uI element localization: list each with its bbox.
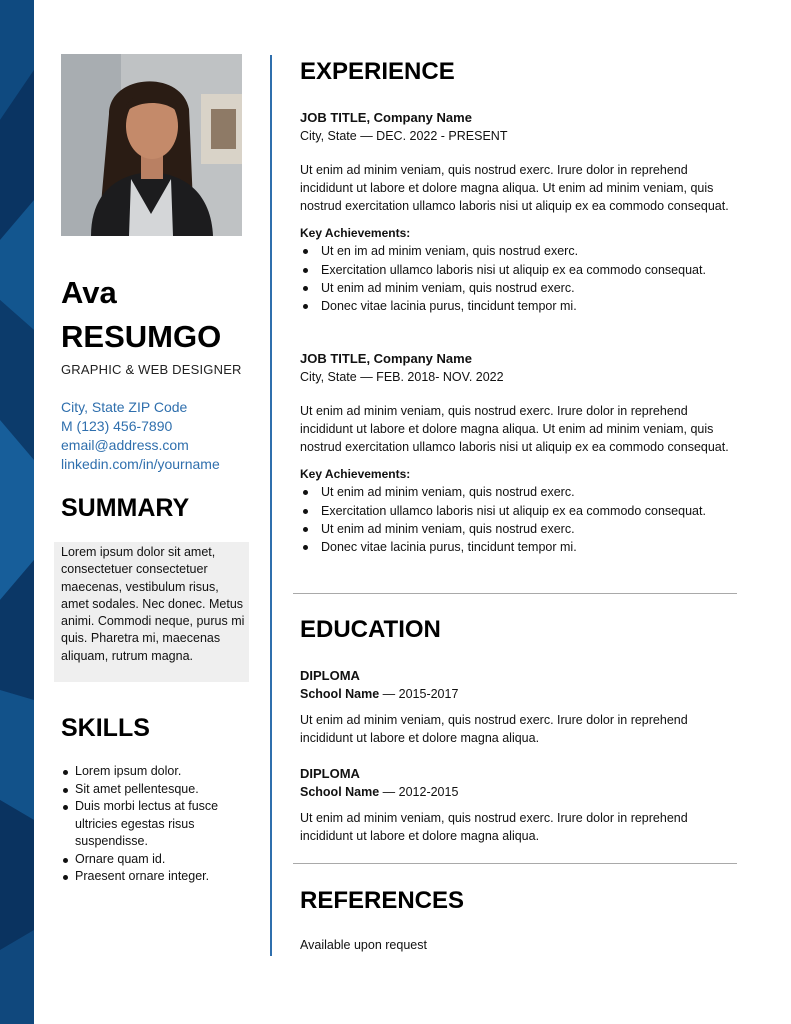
summary-text: Lorem ipsum dolor sit amet, consectetuer consectetuer maecenas, vestibulum risus, amet sodales. Nec donec. Metus animi. Commodi neque, purus mi quis. Pharetra mi, maecenas aliquam, rutrum magna. <box>54 542 249 682</box>
summary-heading: SUMMARY <box>61 494 190 522</box>
job-entry <box>300 109 730 315</box>
achievement-item: Ut enim ad minim veniam, quis nostrud exerc. <box>300 279 730 297</box>
experience-heading: EXPERIENCE <box>300 58 455 85</box>
contact-email[interactable]: email@address.com <box>61 437 189 453</box>
achievement-item: Donec vitae lacinia purus, tincidunt tempor mi. <box>300 297 730 315</box>
achievement-item: Donec vitae lacinia purus, tincidunt tempor mi. <box>300 538 730 556</box>
school-years: — 2015-2017 <box>379 687 459 701</box>
skill-item: Ornare quam id. <box>61 851 241 869</box>
contact-phone[interactable]: M (123) 456-7890 <box>61 418 173 434</box>
contact-info <box>61 398 220 474</box>
job-description: Ut enim ad minim veniam, quis nostrud exerc. Irure dolor in reprehend incididunt ut labore et dolore magna aliqua. Ut enim ad minim veniam, quis nostrud exercitation ullamco laboris nisi ut aliquip ex ea commodo consequat. <box>300 163 729 213</box>
key-achievements-label: Key Achievements: <box>300 467 411 482</box>
job-entry <box>300 350 730 556</box>
achievements-list <box>300 483 730 556</box>
person-portrait-icon <box>61 54 242 236</box>
school-years: — 2012-2015 <box>379 785 459 799</box>
contact-linkedin[interactable]: linkedin.com/in/yourname <box>61 456 220 472</box>
geometric-pattern-icon <box>0 0 34 1024</box>
degree: DIPLOMA <box>300 668 360 683</box>
section-divider <box>293 593 737 594</box>
skill-item: Praesent ornare integer. <box>61 868 241 886</box>
achievement-item: Ut en im ad minim veniam, quis nostrud exerc. <box>300 242 730 260</box>
school-name: School Name <box>300 687 380 701</box>
education-description: Ut enim ad minim veniam, quis nostrud exerc. Irure dolor in reprehend incididunt ut labore et dolore magna aliqua. <box>300 713 688 745</box>
key-achievements-label: Key Achievements: <box>300 226 411 241</box>
job-role: GRAPHIC & WEB DESIGNER <box>61 362 242 377</box>
section-divider <box>293 863 737 864</box>
skill-item: Sit amet pellentesque. <box>61 781 241 799</box>
school-line <box>300 783 730 801</box>
decorative-side-band <box>0 0 34 1024</box>
education-heading: EDUCATION <box>300 616 441 643</box>
skill-item: Lorem ipsum dolor. <box>61 763 241 781</box>
job-title: JOB TITLE, Company Name <box>300 110 472 125</box>
achievements-list <box>300 242 730 315</box>
school-line <box>300 685 730 703</box>
column-divider <box>270 55 272 956</box>
skill-item: Duis morbi lectus at fusce ultricies egestas risus suspendisse. <box>61 798 241 851</box>
school-name: School Name <box>300 785 380 799</box>
job-meta: City, State — DEC. 2022 - PRESENT <box>300 129 508 143</box>
contact-address: City, State ZIP Code <box>61 399 188 415</box>
degree: DIPLOMA <box>300 766 360 781</box>
education-description: Ut enim ad minim veniam, quis nostrud exerc. Irure dolor in reprehend incididunt ut labore et dolore magna aliqua. <box>300 811 688 843</box>
job-meta: City, State — FEB. 2018- NOV. 2022 <box>300 370 504 384</box>
achievement-item: Ut enim ad minim veniam, quis nostrud exerc. <box>300 520 730 538</box>
job-description: Ut enim ad minim veniam, quis nostrud exerc. Irure dolor in reprehend incididunt ut labore et dolore magna aliqua. Ut enim ad minim veniam, quis nostrud exercitation ullamco laboris nisi ut aliquip ex ea commodo consequat. <box>300 404 729 454</box>
profile-photo <box>61 54 242 236</box>
references-text: Available upon request <box>300 938 427 952</box>
last-name: RESUMGO <box>61 319 222 354</box>
education-entry <box>300 667 730 748</box>
first-name: Ava <box>61 275 117 310</box>
skills-list <box>61 763 241 886</box>
job-title: JOB TITLE, Company Name <box>300 351 472 366</box>
references-heading: REFERENCES <box>300 887 465 914</box>
achievement-item: Exercitation ullamco laboris nisi ut aliquip ex ea commodo consequat. <box>300 502 730 520</box>
education-entry <box>300 765 730 846</box>
skills-heading: SKILLS <box>61 714 150 742</box>
achievement-item: Exercitation ullamco laboris nisi ut aliquip ex ea commodo consequat. <box>300 261 730 279</box>
achievement-item: Ut enim ad minim veniam, quis nostrud exerc. <box>300 483 730 501</box>
